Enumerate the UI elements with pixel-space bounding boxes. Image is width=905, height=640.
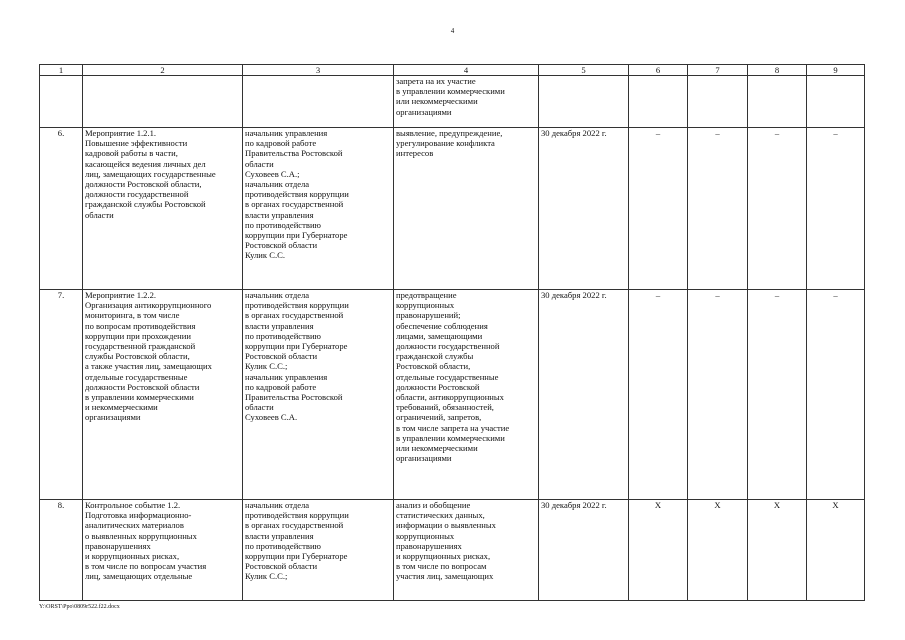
- column-header: 1: [40, 65, 83, 76]
- deadline: [539, 76, 629, 128]
- deadline: 30 декабря 2022 г.: [539, 290, 629, 500]
- row-number: 8.: [40, 500, 83, 601]
- plan-table: [39, 64, 865, 601]
- row-number: 7.: [40, 290, 83, 500]
- column-header: 6: [629, 65, 688, 76]
- column-header: 5: [539, 65, 629, 76]
- column-header: 4: [394, 65, 539, 76]
- mark-col6: –: [629, 290, 688, 500]
- deadline: 30 декабря 2022 г.: [539, 500, 629, 601]
- mark-col7: –: [688, 128, 748, 290]
- activity-name: Мероприятие 1.2.2. Организация антикоррупционного мониторинга, в том числе по вопросам противодействия коррупции при прохождении государственной гражданской службы Ростовской области, а также участия лиц, замещающих отдельные государственные должности Ростовской области в управлении коммерческими и некоммерческими организациями: [83, 290, 243, 500]
- expected-result: предотвращение коррупционных правонарушений; обеспечение соблюдения лицами, замещающими должности государственной гражданской службы Ростовской области, отдельные государственные должности Ростовской области, антикоррупционных требований, обязанностей, ограничений, запретов, в том числе запрета на участие в управлении коммерческими или некоммерческими организациями: [394, 290, 539, 500]
- row-number: 6.: [40, 128, 83, 290]
- mark-col7: X: [688, 500, 748, 601]
- mark-col9: –: [807, 290, 865, 500]
- table-row: [40, 290, 865, 500]
- mark-col6: X: [629, 500, 688, 601]
- row-number: [40, 76, 83, 128]
- mark-col6: –: [629, 128, 688, 290]
- column-header: 7: [688, 65, 748, 76]
- column-header: 8: [748, 65, 807, 76]
- table-row: [40, 76, 865, 128]
- file-path-footer: Y:\ORST\Ppo\0809r522.f22.docx: [39, 604, 120, 610]
- executors: начальник отдела противодействия коррупции в органах государственной власти управления по противодействию коррупции при Губернаторе Ростовской области Кулик С.С.; начальник управления по кадровой работе Правительства Ростовской области Суховеев С.А.: [243, 290, 394, 500]
- mark-col8: –: [748, 290, 807, 500]
- activity-name: Мероприятие 1.2.1. Повышение эффективности кадровой работы в части, касающейся ведения личных дел лиц, замещающих государственные должности Ростовской области, должности государственной гражданской службы Ростовской области: [83, 128, 243, 290]
- table-row: [40, 500, 865, 601]
- column-header: 9: [807, 65, 865, 76]
- expected-result: запрета на их участие в управлении коммерческими или некоммерческими организациями: [394, 76, 539, 128]
- column-header: 3: [243, 65, 394, 76]
- mark-col7: –: [688, 290, 748, 500]
- expected-result: выявление, предупреждение, урегулирование конфликта интересов: [394, 128, 539, 290]
- mark-col7: [688, 76, 748, 128]
- mark-col6: [629, 76, 688, 128]
- page-number: 4: [450, 27, 455, 35]
- table-row: [40, 128, 865, 290]
- mark-col9: [807, 76, 865, 128]
- deadline: 30 декабря 2022 г.: [539, 128, 629, 290]
- header-row: [40, 65, 865, 76]
- column-header: 2: [83, 65, 243, 76]
- mark-col8: [748, 76, 807, 128]
- mark-col9: X: [807, 500, 865, 601]
- expected-result: анализ и обобщение статистических данных, информации о выявленных коррупционных правонарушениях и коррупционных рисках, в том числе по вопросам участия лиц, замещающих: [394, 500, 539, 601]
- executors: начальник отдела противодействия коррупции в органах государственной власти управления по противодействию коррупции при Губернаторе Ростовской области Кулик С.С.;: [243, 500, 394, 601]
- mark-col8: X: [748, 500, 807, 601]
- activity-name: [83, 76, 243, 128]
- executors: начальник управления по кадровой работе Правительства Ростовской области Суховеев С.А.; начальник отдела противодействия коррупции в органах государственной власти управления по противодействию коррупции при Губернаторе Ростовской области Кулик С.С.: [243, 128, 394, 290]
- executors: [243, 76, 394, 128]
- mark-col9: –: [807, 128, 865, 290]
- activity-name: Контрольное событие 1.2. Подготовка информационно- аналитических материалов о выявленных коррупционных правонарушениях и коррупционных рисках, в том числе по вопросам участия лиц, замещающих отдельные: [83, 500, 243, 601]
- mark-col8: –: [748, 128, 807, 290]
